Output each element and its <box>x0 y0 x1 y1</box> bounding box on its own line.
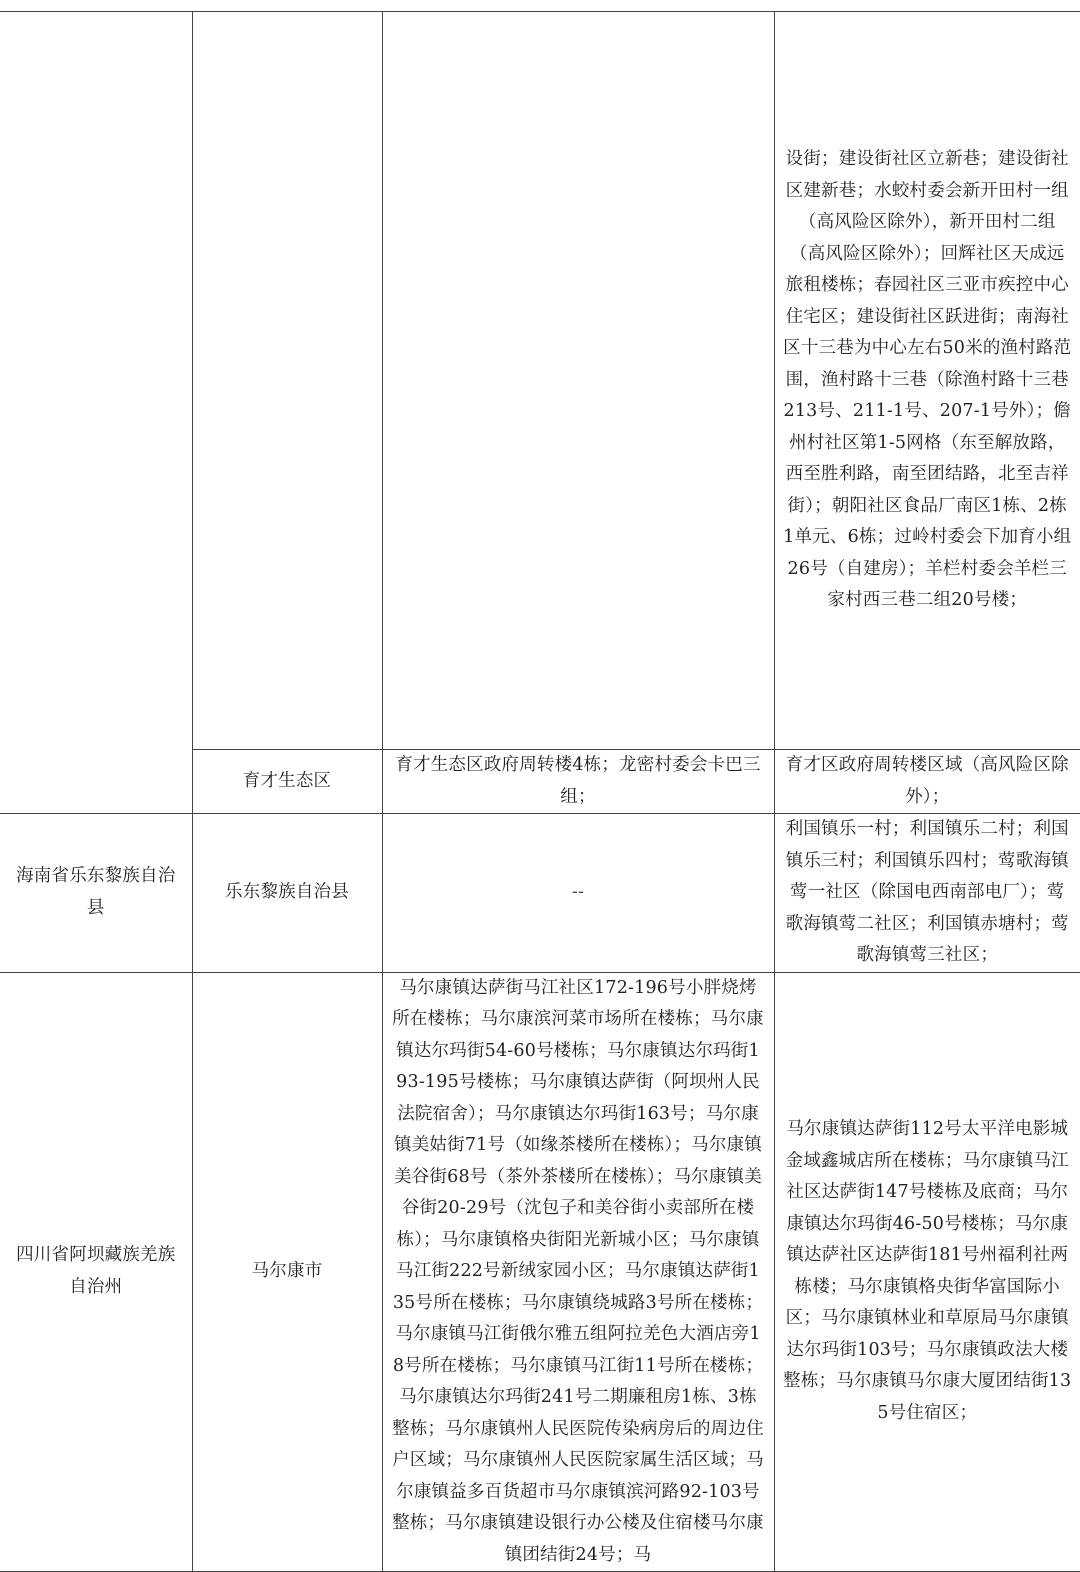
area-cell <box>192 12 382 750</box>
province-cell: 四川省阿坝藏族羌族自治州 <box>0 972 192 1572</box>
table-row <box>0 12 1080 750</box>
high-risk-cell: 马尔康镇达萨街马江社区172-196号小胖烧烤所在楼栋；马尔康滨河菜市场所在楼栋；马尔康镇达尔玛街54-60号楼栋；马尔康镇达尔玛街193-195号楼栋；马尔康镇达萨街（阿坝州人民法院宿舍）；马尔康镇达尔玛街163号；马尔康镇美姑街71号（如缘茶楼所在楼栋）；马尔康镇美谷街68号（茶外茶楼所在楼栋）；马尔康镇美谷街20-29号（沈包子和美谷街小卖部所在楼栋）；马尔康镇格央街阳光新城小区；马尔康镇马江街222号新绒家园小区；马尔康镇达萨街135号所在楼栋；马尔康镇绕城路3号所在楼栋；马尔康镇马江街俄尔雅五组阿拉羌色大酒店旁18号所在楼栋；马尔康镇马江街11号所在楼栋；马尔康镇达尔玛街241号二期廉租房1栋、3栋整栋；马尔康镇州人民医院传染病房后的周边住户区域；马尔康镇州人民医院家属生活区域；马尔康镇益多百货超市马尔康镇滨河路92-103号整栋；马尔康镇建设银行办公楼及住宿楼马尔康镇团结街24号；马 <box>382 972 774 1572</box>
province-cell <box>0 12 192 814</box>
high-risk-cell: -- <box>382 814 774 973</box>
medium-risk-cell: 马尔康镇达萨街112号太平洋电影城金域鑫城店所在楼栋；马尔康镇马江社区达萨街147号楼栋及底商；马尔康镇达尔玛街46-50号楼栋；马尔康镇达萨社区达萨街181号州福利社两栋楼；马尔康镇格央街华富国际小区；马尔康镇林业和草原局马尔康镇达尔玛街103号；马尔康镇政法大楼整栋；马尔康镇马尔康大厦团结街135号住宿区； <box>774 972 1080 1572</box>
medium-risk-cell: 利国镇乐一村；利国镇乐二村；利国镇乐三村；利国镇乐四村；莺歌海镇莺一社区（除国电西南部电厂）；莺歌海镇莺二社区；利国镇赤塘村；莺歌海镇莺三社区； <box>774 814 1080 973</box>
area-cell: 马尔康市 <box>192 972 382 1572</box>
area-cell: 乐东黎族自治县 <box>192 814 382 973</box>
medium-risk-cell: 设街；建设街社区立新巷；建设街社区建新巷；水蛟村委会新开田村一组（高风险区除外），新开田村二组（高风险区除外）；回辉社区天成远旅租楼栋；春园社区三亚市疾控中心住宅区；建设街社区跃进街；南海社区十三巷为中心左右50米的渔村路范围，渔村路十三巷（除渔村路十三巷213号、211-1号、207-1号外）；儋州村社区第1-5网格（东至解放路，西至胜利路，南至团结路，北至吉祥街）；朝阳社区食品厂南区1栋、2栋1单元、6栋；过岭村委会下加育小组26号（自建房）；羊栏村委会羊栏三家村西三巷二组20号楼； <box>774 12 1080 750</box>
risk-area-table <box>0 11 1080 1572</box>
medium-risk-cell: 育才区政府周转楼区域（高风险区除外）； <box>774 750 1080 814</box>
province-cell: 海南省乐东黎族自治县 <box>0 814 192 973</box>
area-cell: 育才生态区 <box>192 750 382 814</box>
table-row <box>0 972 1080 1572</box>
high-risk-cell: 育才生态区政府周转楼4栋；龙密村委会卡巴三组； <box>382 750 774 814</box>
high-risk-cell <box>382 12 774 750</box>
table-row <box>0 814 1080 973</box>
